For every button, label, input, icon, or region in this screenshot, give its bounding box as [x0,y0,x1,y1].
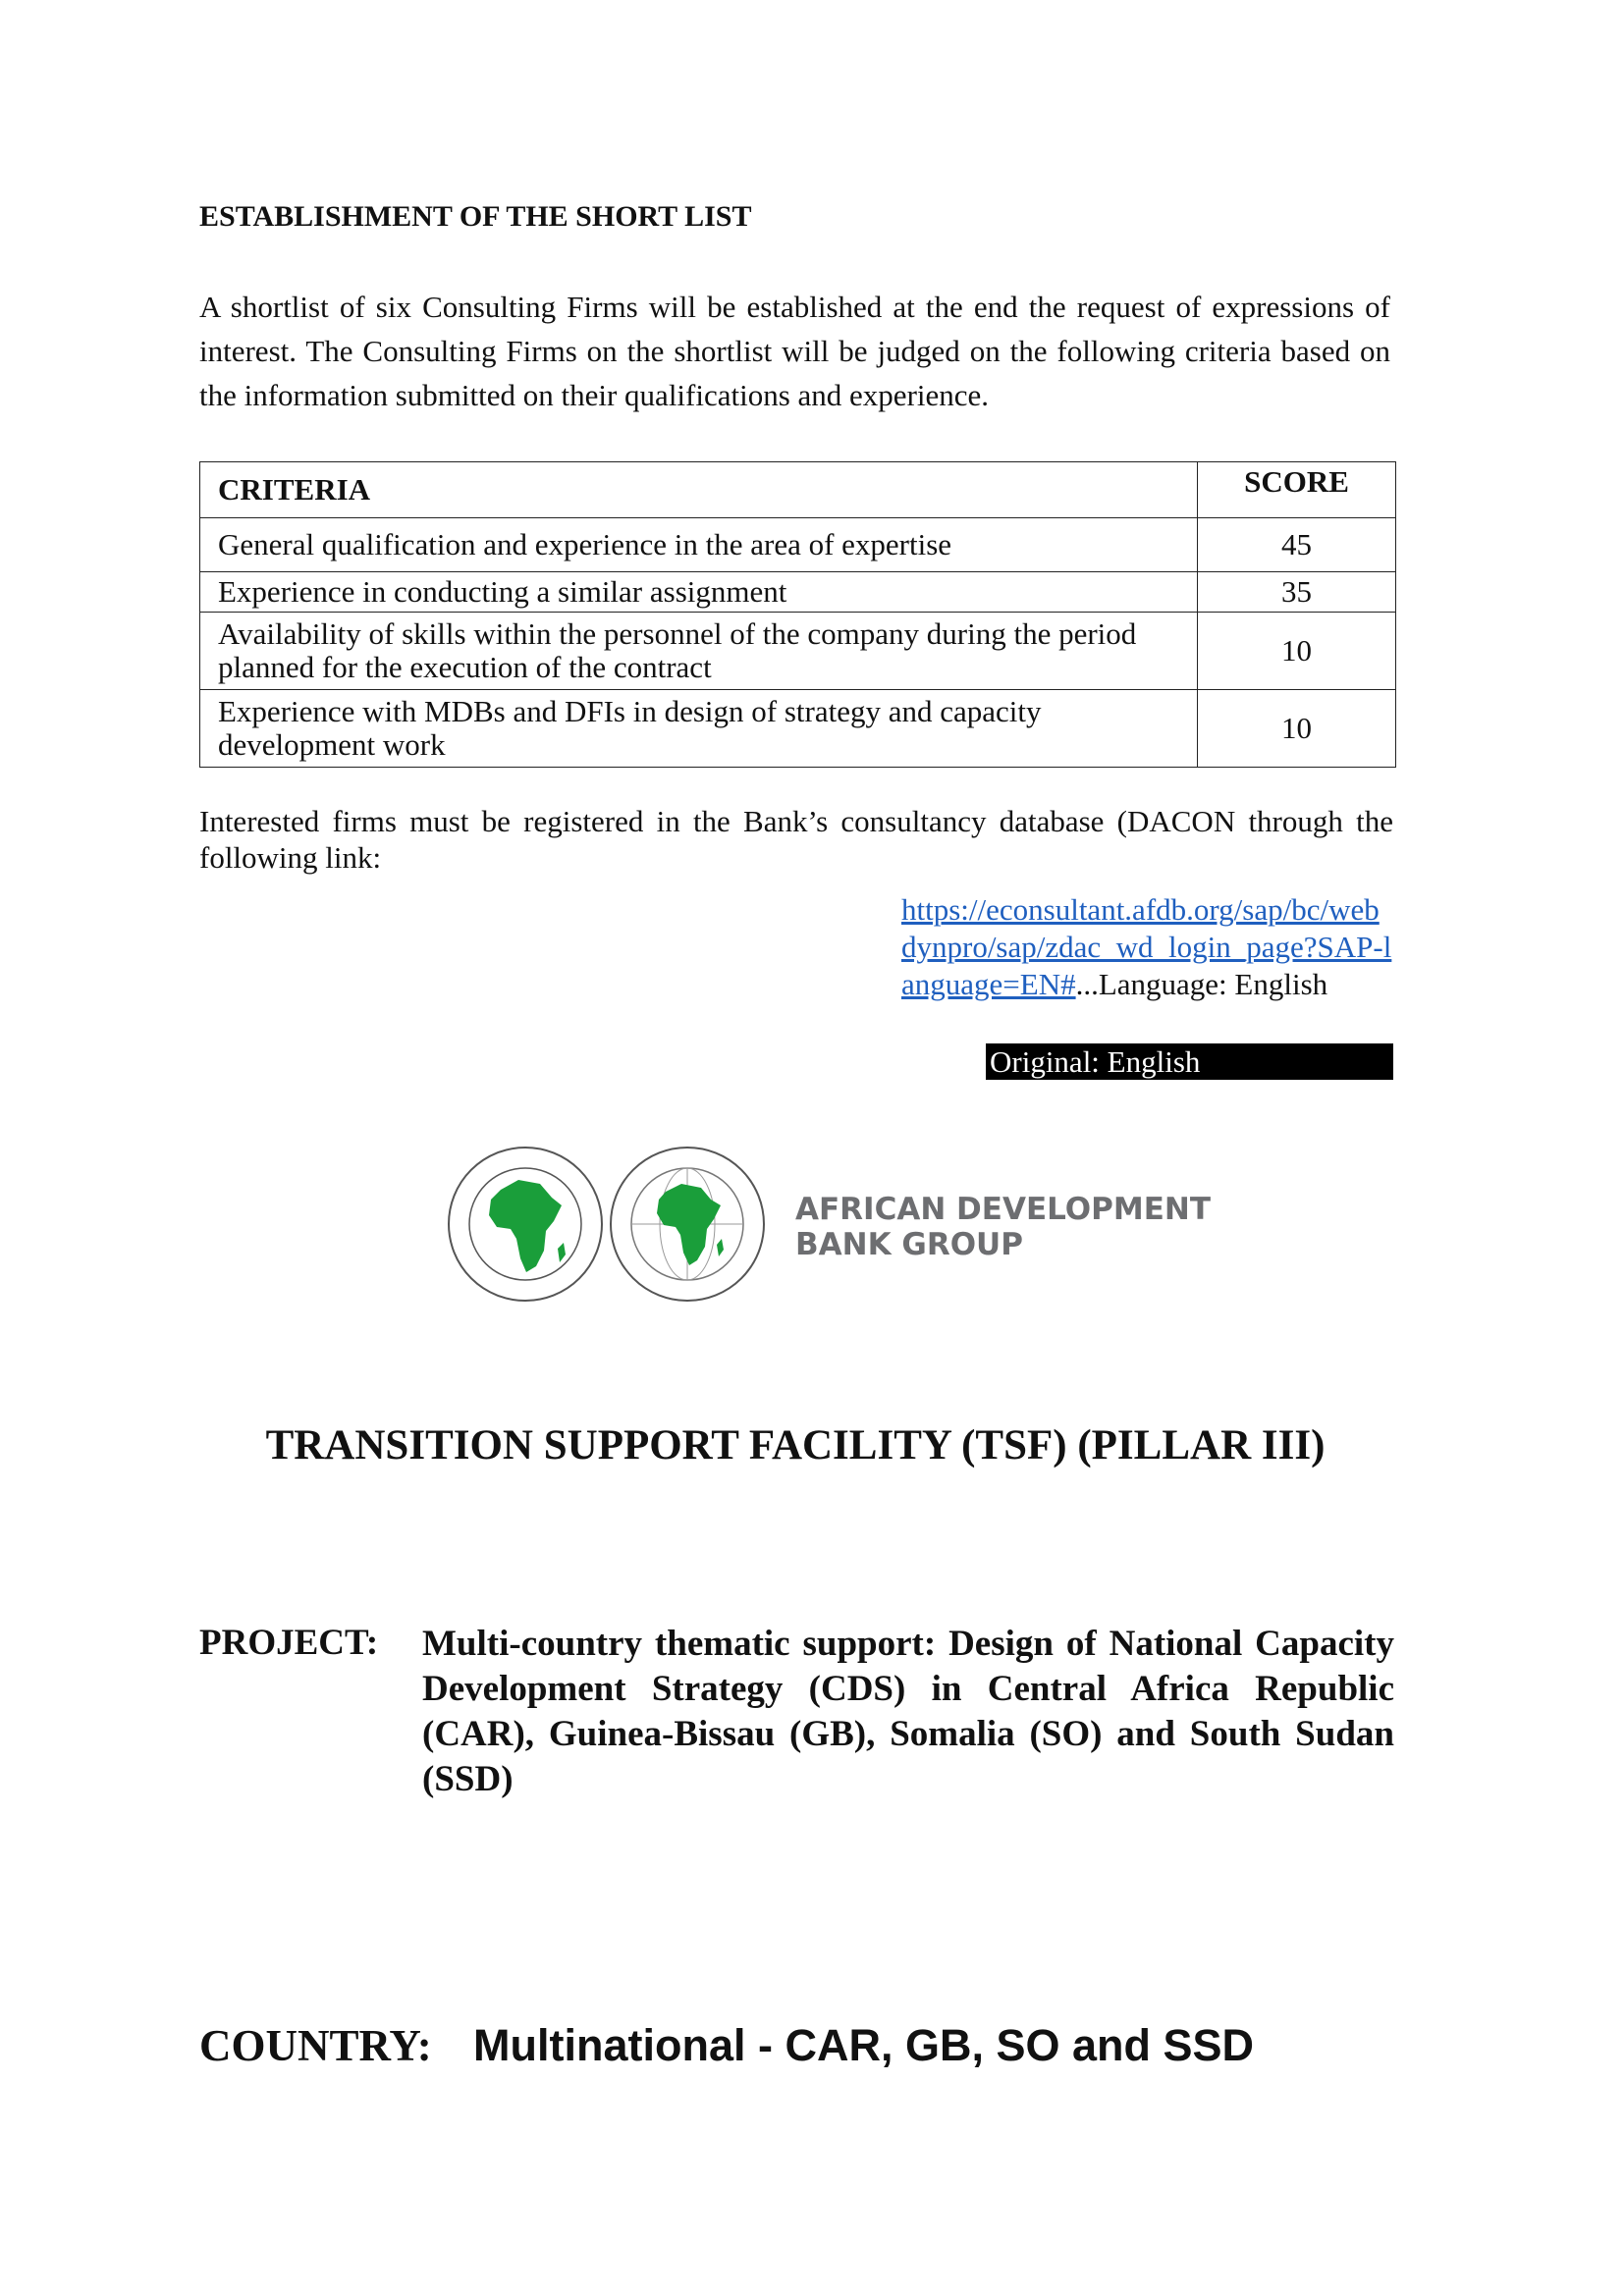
table-row [200,690,1396,768]
adf-globe-icon [611,1148,764,1301]
score-cell: 45 [1198,518,1396,572]
project-description: Multi-country thematic support: Design of National Capacity Development Strategy (CDS) in Central Africa Republic (CAR), Guinea-Bissau (GB), Somalia (SO) and South Sudan (SSD) [422,1624,1394,1799]
score-header: SCORE [1198,462,1396,518]
registration-paragraph: Interested firms must be registered in the Bank’s consultancy database (DACON through the following link: [199,804,1393,875]
afdb-logo [442,1141,1211,1308]
table-header-row [200,462,1396,518]
criteria-cell: Experience with MDBs and DFIs in design of strategy and capacity development work [200,690,1198,768]
original-language-bar: Original: English [986,1043,1393,1080]
table-row [200,613,1396,690]
criteria-cell: Experience in conducting a similar assignment [200,572,1198,613]
country-value: Multinational - CAR, GB, SO and SSD [473,2020,1255,2070]
criteria-table [199,461,1396,768]
table-row [200,572,1396,613]
score-cell: 10 [1198,613,1396,690]
score-cell: 10 [1198,690,1396,768]
dacon-link-block [901,891,1392,1003]
dacon-link[interactable]: https://econsultant.afdb.org/sap/bc/webdynpro/sap/zdac_wd_login_page?SAP-language=EN# [901,892,1392,1001]
criteria-cell: General qualification and experience in the area of expertise [200,518,1198,572]
logo-name-line2: BANK GROUP [795,1227,1023,1262]
score-cell: 35 [1198,572,1396,613]
language-note: ...Language: English [1075,967,1328,1001]
criteria-cell: Availability of skills within the personnel of the company during the period planned for the execution of the contract [200,613,1198,690]
intro-paragraph: A shortlist of six Consulting Firms will be established at the end the request of expressions of interest. The Consulting Firms on the shortlist will be judged on the following criteria based on the information submitted on their qualifications and experience. [199,290,1390,412]
section-heading: ESTABLISHMENT OF THE SHORT LIST [199,200,752,233]
table-row [200,518,1396,572]
logo-name-line1: AFRICAN DEVELOPMENT [795,1192,1211,1227]
afdb-seal-icon [449,1148,602,1301]
project-label: PROJECT: [199,1623,379,1663]
criteria-header: CRITERIA [200,462,1198,518]
country-label: COUNTRY: [199,2021,432,2070]
facility-title: TRANSITION SUPPORT FACILITY (TSF) (PILLAR III) [265,1422,1326,1468]
